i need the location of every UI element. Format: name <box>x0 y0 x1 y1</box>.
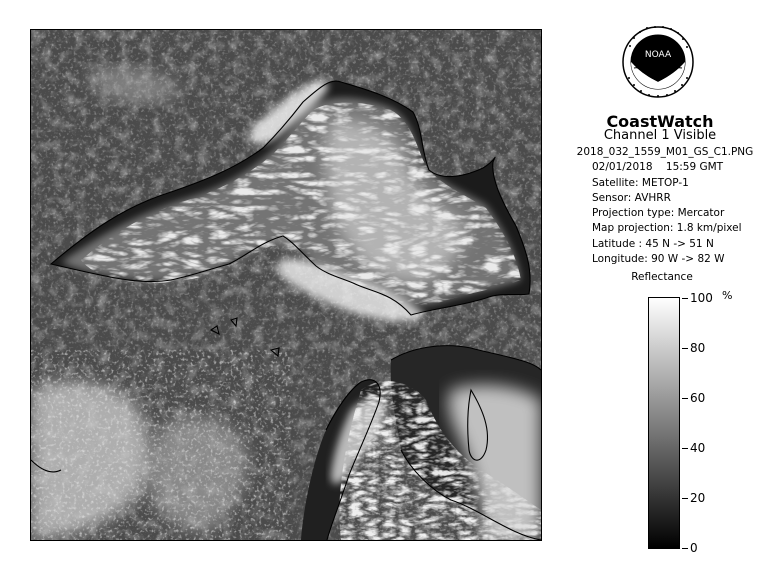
colorbar-tick-label-80: 80 <box>690 341 706 355</box>
noaa-logo <box>620 16 696 112</box>
latitude-range: Latitude : 45 N -> 51 N <box>592 237 714 250</box>
colorbar-tick-60 <box>682 398 688 399</box>
colorbar-tick-20 <box>682 498 688 499</box>
colorbar-label: Reflectance <box>631 271 693 283</box>
satellite-name: Satellite: METOP-1 <box>592 176 689 189</box>
acquisition-time: 15:59 GMT <box>665 161 724 174</box>
colorbar-unit: % <box>722 289 733 302</box>
colorbar-tick-40 <box>682 448 688 449</box>
noaa-logo-text: NOAA <box>644 50 672 60</box>
sensor-name: Sensor: AVHRR <box>592 191 671 204</box>
acquisition-date: 02/01/2018 <box>592 161 653 174</box>
product-metadata <box>560 145 780 267</box>
colorbar-tick-label-40: 40 <box>690 441 706 455</box>
map-projection: Map projection: 1.8 km/pixel <box>592 222 742 235</box>
noaa-logo-icon <box>623 26 693 97</box>
file-name: 2018_032_1559_M01_GS_C1.PNG <box>576 146 754 158</box>
colorbar-tick-80 <box>682 348 688 349</box>
projection-type: Projection type: Mercator <box>592 207 725 220</box>
satellite-image <box>30 29 542 541</box>
colorbar-tick-label-20: 20 <box>690 491 706 505</box>
date-time <box>560 160 780 175</box>
colorbar-tick-100 <box>682 298 688 299</box>
product-subtitle: Channel 1 Visible <box>603 128 717 143</box>
reflectance-colorbar <box>648 297 680 549</box>
colorbar-tick-0 <box>682 548 688 549</box>
colorbar-tick-label-60: 60 <box>690 391 706 405</box>
colorbar-tick-label-0: 0 <box>690 541 698 555</box>
longitude-range: Longitude: 90 W -> 82 W <box>592 253 725 266</box>
snow-fields <box>31 350 291 540</box>
colorbar-tick-label-100: 100 <box>690 291 713 305</box>
product-title: CoastWatch <box>606 112 714 131</box>
